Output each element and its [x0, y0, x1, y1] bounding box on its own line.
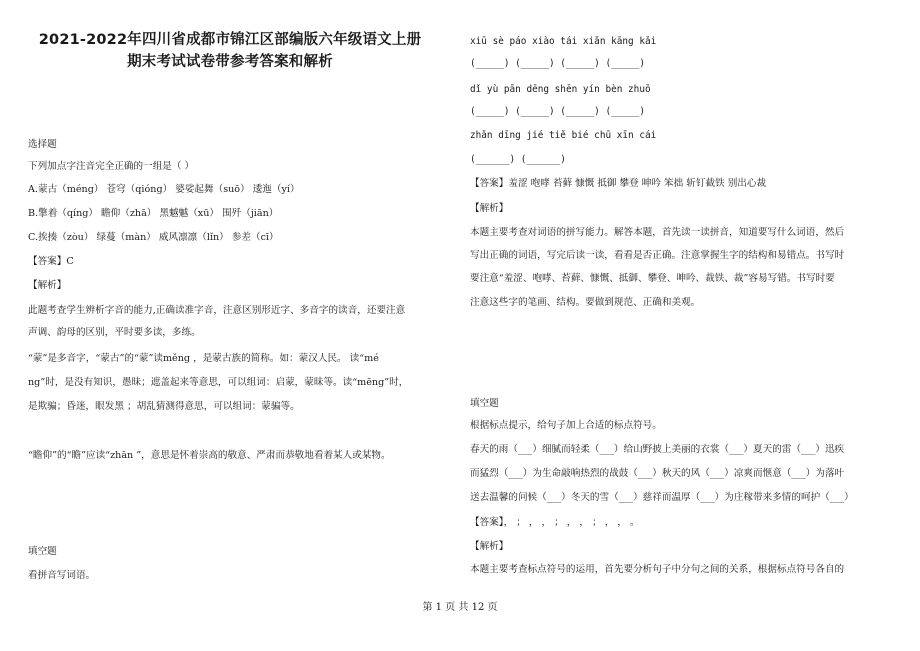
analysis-text: “瞻仰”的“瞻”应读“zhān ”，意思是怀着崇高的敬意、严肃而恭敬地看着某人或某物。 — [28, 450, 391, 461]
page-number: 第 1 页 共 12 页 — [422, 602, 498, 613]
punctuation-sentence: 送去温馨的问候（___）冬天的雪（___）慈祥而温厚（___）为庄稼带来多情的呵护（___） — [470, 492, 854, 503]
pinyin-row-2: dǐ yù pān dēng shēn yín bèn zhuō — [470, 84, 651, 95]
analysis-text: ng”时，是没有知识，愚昧；遮盖起来等意思，可以组词：启蒙，蒙昧等。读“mēng”时， — [28, 377, 409, 388]
answer-label: 【答案】， ； ， ， ； ， ， ； ， ， 。 — [470, 517, 640, 528]
document-title-line2: 期末考试试卷带参考答案和解析 — [127, 54, 333, 70]
section-label-fill: 填空题 — [28, 546, 57, 557]
question-text: 下列加点字注音完全正确的一组是（ ） — [28, 161, 195, 172]
question-text: 根据标点提示，给句子加上合适的标点符号。 — [470, 420, 662, 431]
instruction-text: 看拼音写词语。 — [28, 570, 96, 581]
blank-row-2: (_____) (_____) (_____) (_____) — [470, 106, 645, 117]
section-label-fill: 填空题 — [470, 398, 499, 409]
analysis-text: 注意这些字的笔画、结构。要做到规范、正确和美观。 — [470, 297, 701, 308]
option-c: C.挨揍（zòu） 绿蔓（màn） 威风凛凛（lǐn） 参差（cī） — [28, 232, 279, 243]
option-b: B.擎着（qíng） 瞻仰（zhā） 黑魆魆（xū） 围歼（jiān） — [28, 208, 279, 219]
analysis-label: 【解析】 — [470, 203, 509, 214]
pinyin-row-1: xiū sè páo xiào tái xiǎn kāng kǎi — [470, 36, 657, 47]
document-title-line1: 2021-2022年四川省成都市锦江区部编版六年级语文上册 — [38, 32, 422, 48]
analysis-text: 本题主要考查对词语的拼写能力。解答本题，首先读一读拼音，知道要写什么词语，然后 — [470, 227, 845, 238]
answer-label: 【答案】C — [28, 256, 74, 267]
pinyin-row-3: zhǎn dīng jié tiě bié chū xīn cái — [470, 130, 657, 141]
answer-label: 【答案】羞涩 咆哮 苔藓 慷慨 抵御 攀登 呻吟 笨拙 斩钉截铁 别出心裁 — [470, 178, 767, 189]
blank-row-1: (_____) (_____) (_____) (_____) — [470, 58, 645, 69]
analysis-text: 写出正确的词语，写完后读一读，看看是否正确。注意掌握生字的结构和易错点。书写时 — [470, 250, 845, 261]
punctuation-sentence: 而猛烈（___）为生命敲响热烈的战鼓（___）秋天的风（___）凉爽而惬意（___）为落叶 — [470, 468, 845, 479]
punctuation-sentence: 春天的雨（___）细腻而轻柔（___）给山野披上美丽的衣裳（___）夏天的雷（___）迅疾 — [470, 444, 845, 455]
analysis-label: 【解析】 — [470, 541, 509, 552]
analysis-text: 此题考查学生辨析字音的能力,正确读准字音，注意区别形近字、多音字的读音，还要注意 — [28, 305, 406, 316]
blank-row-3: (______) (______) — [470, 154, 566, 165]
analysis-text: 要注意“羞涩、咆哮、苔藓、慷慨、抵御、攀登、呻吟、裁铁、裁”容易写错。书写时要 — [470, 273, 835, 284]
option-a: A.蒙古（méng） 苍穹（qióng） 婆娑起舞（suō） 逶迤（yí） — [28, 184, 300, 195]
analysis-text: 本题主要考查标点符号的运用，首先要分析句子中分句之间的关系，根据标点符号各自的 — [470, 564, 845, 575]
analysis-text: 声调、韵母的区别，平时要多读，多练。 — [28, 327, 201, 338]
analysis-text: “蒙”是多音字，“蒙古”的“蒙”读měng ，是蒙古族的简称。如：蒙汉人民。 读“mé — [28, 353, 379, 364]
section-label-choice: 选择题 — [28, 139, 57, 150]
analysis-text: 是欺骗；昏迷，眼发黑 ；胡乱猜测得意思，可以组词：蒙骗等。 — [28, 401, 300, 412]
analysis-label: 【解析】 — [28, 280, 67, 291]
